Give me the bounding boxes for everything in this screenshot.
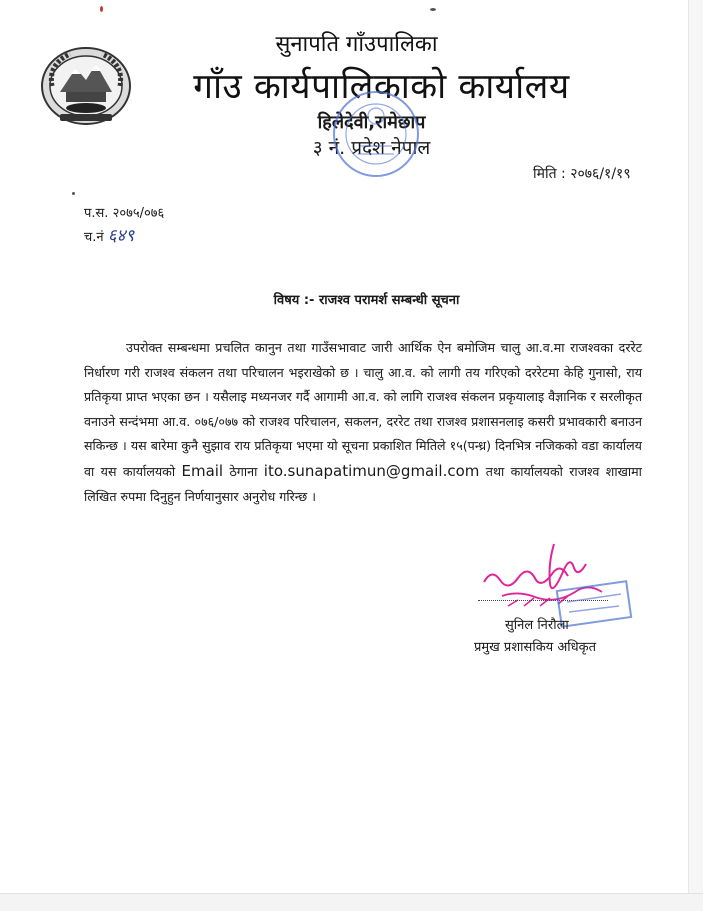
signatory-title: प्रमुख प्रशासकिय अधिकृत	[474, 640, 597, 655]
email-prefix: ठेगाना	[229, 463, 258, 479]
email-address: ito.sunapatimun@gmail.com	[263, 461, 480, 480]
scan-bottom-edge	[0, 893, 703, 911]
dispatch-number-line	[84, 223, 134, 246]
signatory-name: सुनिल निरौला	[505, 618, 569, 633]
body-text-main: उपरोक्त सम्बन्धमा प्रचलित कानुन तथा गाउँसभावाट जारी आर्थिक ऐन बमोजिम चालु आ.व.मा राजश्वका दररेट निर्धारण गरी राजश्व संकलन तथा परिचालन भइराखेको छ । चालु आ.व. को लागी तय गरिएको दररेटमा केहि गुनासो, राय प्रतिकृया प्राप्त भएका छन । यसैलाइ मध्यनजर गर्दै आगामी आ.व. को लागि राजश्व संकलन प्रकृयालाइ वैज्ञानिक र सरलीकृत वनाउने सन्दंभमा आ.व. ०७६/०७७ को राजश्व परिचालन, सकलन, दररेट तथा राजश्व प्रशासनलाइ कसरी प्रभावकारी बनाउन सकिन्छ । यस बारेमा कुनै सुझाव राय प्रतिकृया भएमा यो सूचना प्रकाशित मितिले १५(पन्ध्र) दिनभित्र नजिकको वडा कार्यालय वा यस कार्यालयको	[84, 340, 642, 479]
letter-body	[84, 336, 642, 509]
body-text-closing: तथा कार्यालयको राजश्व शाखामा लिखित रुपमा दिनुहुन निर्णयानुसार अनुरोध गरिन्छ ।	[84, 463, 642, 504]
scan-speck	[72, 192, 75, 195]
fiscal-year-reference: प.स. २०७५/०७६	[84, 206, 165, 221]
letter-subject: विषय :- राजश्व परामर्श सम्बन्धी सूचना	[273, 293, 460, 308]
email-word: Email	[181, 461, 224, 480]
dispatch-number: ६४९	[107, 226, 135, 246]
municipality-name: सुनापति गाँउपालिका	[275, 32, 438, 57]
office-address: हिलेदेवी,रामेछाप	[317, 112, 426, 133]
dispatch-label: च.नं	[84, 230, 104, 245]
scan-speck	[430, 8, 436, 11]
office-seal-stamp	[330, 88, 422, 180]
letter-date: मिति : २०७६/१/१९	[533, 166, 631, 182]
office-name: गाँउ कार्यपालिकाको कार्यालय	[193, 67, 570, 107]
scan-speck	[100, 6, 103, 12]
province-line: ३ नं. प्रदेश नेपाल	[312, 137, 431, 159]
